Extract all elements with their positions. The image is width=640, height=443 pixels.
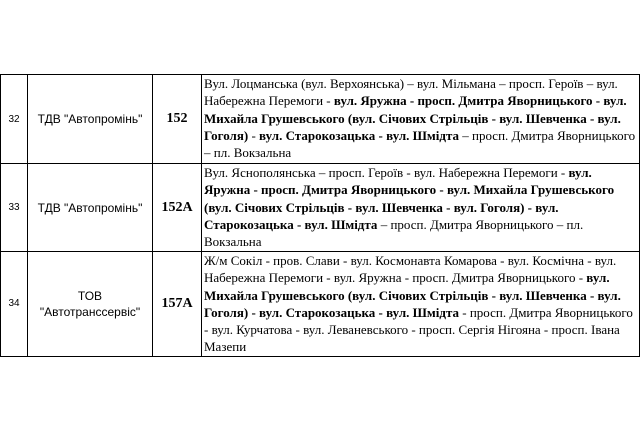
carrier-line: ТДВ "Автопромінь": [37, 200, 143, 215]
path-segment: Вул. Лоцманська (вул. Верхоянська) – вул. Мільмана – просп. Героїв – вул. Набережна Перемоги -: [204, 76, 618, 109]
carrier-name: [28, 164, 153, 252]
path-segment: Ж/м Сокіл - пров. Слави - вул. Космонавта Комарова - вул. Космічна - вул. Набережна Перемоги - вул. Яружна - просп. Дмитра Яворницького -: [204, 253, 617, 286]
path-segment-bold: вул. Старокозацька - вул. Шмідта: [259, 127, 460, 143]
path-segment: - просп. Дмитра Яворницького - вул. Курчатова - вул. Леваневського - просп. Сергія Нігояна - просп. Івана Мазепи: [204, 304, 633, 355]
path-segment-bold: вул. Михайла Грушевського (вул. Січових Стрільців - вул. Шевченка - вул. Гоголя) - вул. Старокозацька - вул. Шмідта: [204, 270, 621, 320]
path-segment: -: [248, 127, 260, 143]
route-number: 152: [153, 75, 202, 164]
route-path: [202, 75, 640, 164]
table-row: [1, 164, 640, 252]
route-path: [202, 252, 640, 357]
row-number: 32: [1, 75, 28, 164]
carrier-line: ТДВ "Автопромінь": [37, 112, 143, 126]
table-row: [1, 75, 640, 164]
routes-table-container: [0, 74, 640, 357]
path-segment: – просп. Дмитра Яворницького – пл. Вокзальна: [204, 216, 584, 250]
carrier-name: [28, 75, 153, 164]
row-number: 34: [1, 252, 28, 357]
carrier-name: [28, 252, 153, 357]
path-segment-bold: вул. Яружна - просп. Дмитра Яворницького - вул. Михайла Грушевського (вул. Січових Стрільців - вул. Шевченка - вул. Гоголя) - вул. Старокозацька - вул. Шмідта: [204, 165, 615, 232]
path-segment-bold: вул. Яружна - просп. Дмитра Яворницького - вул. Михайла Грушевського (вул. Січових Стрільців - вул. Шевченка - вул. Гоголя): [204, 93, 627, 143]
row-number: 33: [1, 164, 28, 252]
carrier-line: ТОВ: [77, 288, 103, 303]
routes-table: [0, 74, 640, 357]
path-segment: – просп. Дмитра Яворницького – пл. Вокзальна: [204, 127, 636, 161]
table-row: [1, 252, 640, 357]
route-path: [202, 164, 640, 252]
route-number: 152А: [153, 164, 202, 252]
path-segment: Вул. Яснополянська – просп. Героїв - вул. Набережна Перемоги -: [204, 165, 569, 180]
route-number: 157А: [153, 252, 202, 357]
carrier-line: "Автотранссервіс": [39, 304, 141, 319]
